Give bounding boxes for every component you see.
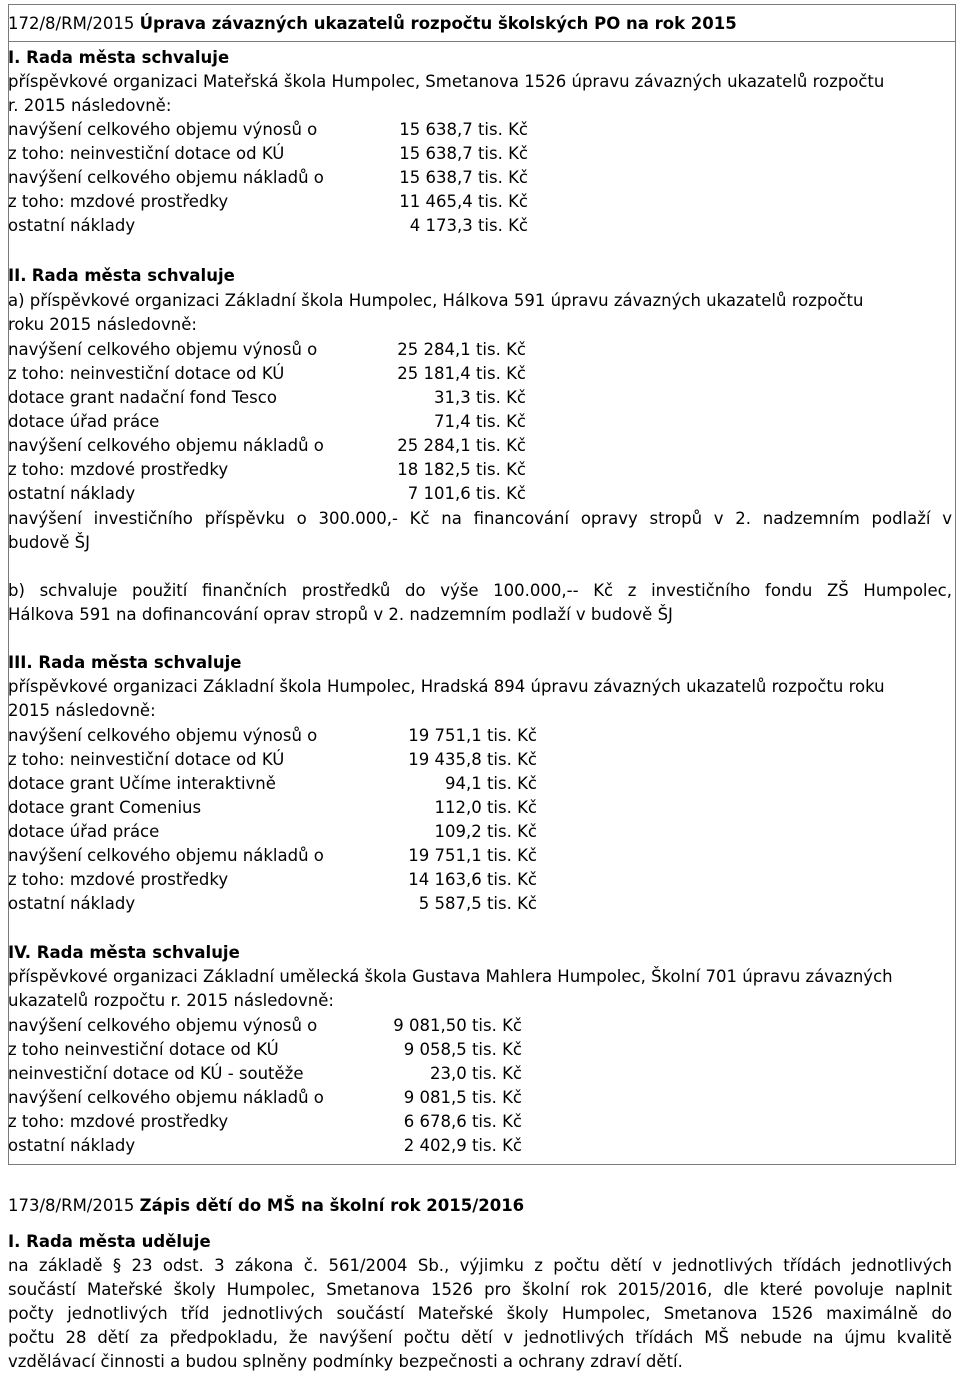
section-2-heading-text: Rada města schvaluje xyxy=(31,266,235,285)
section-2-investment-cont: budově ŠJ xyxy=(8,533,91,552)
table-row xyxy=(8,724,537,748)
row-label: z toho: mzdové prostředky xyxy=(8,460,229,479)
resolution-173-paragraph-line: počtu 28 dětí za předpokladu, že navýšení počtu dětí v jednotlivých třídách MŠ nebude na újmu kvalitě xyxy=(8,1328,952,1347)
row-value: 71,4 tis. Kč xyxy=(433,412,526,431)
row-value: 25 181,4 tis. Kč xyxy=(397,364,526,383)
section-4-intro-cont: ukazatelů rozpočtu r. 2015 následovně: xyxy=(8,991,334,1010)
resolution-172-header xyxy=(8,12,737,36)
row-label: z toho: mzdové prostředky xyxy=(8,192,229,211)
resolution-173-header xyxy=(8,1194,524,1218)
section-3-heading: III. Rada města schvaluje xyxy=(8,653,242,672)
row-label: neinvestiční dotace od KÚ - soutěže xyxy=(8,1064,304,1083)
row-value: 15 638,7 tis. Kč xyxy=(399,120,528,139)
row-label: dotace grant nadační fond Tesco xyxy=(8,388,277,407)
resolution-172-title: Úprava závazných ukazatelů rozpočtu školských PO na rok 2015 xyxy=(139,14,737,33)
table-row xyxy=(8,338,526,362)
row-value: 94,1 tis. Kč xyxy=(444,774,537,793)
row-value: 15 638,7 tis. Kč xyxy=(399,168,528,187)
row-value: 31,3 tis. Kč xyxy=(433,388,526,407)
row-value: 25 284,1 tis. Kč xyxy=(397,340,526,359)
row-value: 7 101,6 tis. Kč xyxy=(407,484,526,503)
row-value: 4 173,3 tis. Kč xyxy=(409,216,528,235)
row-label: dotace úřad práce xyxy=(8,822,160,841)
row-label: z toho neinvestiční dotace od KÚ xyxy=(8,1040,279,1059)
table-row xyxy=(8,410,526,434)
row-label: dotace grant Učíme interaktivně xyxy=(8,774,276,793)
section-2-intro: a) příspěvkové organizaci Základní škola Humpolec, Hálkova 591 úpravu závazných ukazatelů rozpočtu xyxy=(8,291,864,310)
row-value: 112,0 tis. Kč xyxy=(434,798,537,817)
section-4-heading: IV. Rada města schvaluje xyxy=(8,943,240,962)
row-value: 15 638,7 tis. Kč xyxy=(399,144,528,163)
row-label: navýšení celkového objemu nákladů o xyxy=(8,846,324,865)
row-value: 19 751,1 tis. Kč xyxy=(408,726,537,745)
section-4-intro: příspěvkové organizaci Základní umělecká škola Gustava Mahlera Humpolec, Školní 701 úpravu závazných xyxy=(8,967,893,986)
row-label: navýšení celkového objemu výnosů o xyxy=(8,120,318,139)
row-label: dotace úřad práce xyxy=(8,412,160,431)
divider xyxy=(8,41,956,42)
section-1-intro: příspěvkové organizaci Mateřská škola Humpolec, Smetanova 1526 úpravu závazných ukazatelů rozpočtu xyxy=(8,72,885,91)
section-2-b-cont: Hálkova 591 na dofinancování oprav stropů v 2. nadzemním podlaží v budově ŠJ xyxy=(8,605,673,624)
table-row xyxy=(8,1110,522,1134)
table-row xyxy=(8,434,526,458)
row-value: 14 163,6 tis. Kč xyxy=(408,870,537,889)
row-label: ostatní náklady xyxy=(8,894,136,913)
row-value: 9 058,5 tis. Kč xyxy=(403,1040,522,1059)
section-2-heading-number: II. xyxy=(8,266,27,285)
row-label: z toho: mzdové prostředky xyxy=(8,1112,229,1131)
table-row xyxy=(8,214,528,238)
table-row xyxy=(8,118,528,142)
table-row xyxy=(8,748,537,772)
row-label: ostatní náklady xyxy=(8,216,136,235)
row-label: ostatní náklady xyxy=(8,1136,136,1155)
resolution-173-paragraph-line: počty jednotlivých tříd jednotlivých součástí Mateřské školy Humpolec, Smetanova 1526 maximálně do xyxy=(8,1304,952,1323)
section-1-heading: I. Rada města schvaluje xyxy=(8,48,230,67)
row-value: 23,0 tis. Kč xyxy=(429,1064,522,1083)
section-3-intro: příspěvkové organizaci Základní škola Humpolec, Hradská 894 úpravu závazných ukazatelů rozpočtu roku xyxy=(8,677,885,696)
row-label: z toho: neinvestiční dotace od KÚ xyxy=(8,750,285,769)
section-2-investment: navýšení investičního příspěvku o 300.000,- Kč na financování opravy stropů v 2. nadzemním podlaží v xyxy=(8,509,952,528)
row-value: 5 587,5 tis. Kč xyxy=(418,894,537,913)
divider xyxy=(8,1164,956,1165)
resolution-173-title: Zápis dětí do MŠ na školní rok 2015/2016 xyxy=(139,1196,525,1215)
table-row xyxy=(8,386,526,410)
resolution-173-heading: I. Rada města uděluje xyxy=(8,1232,211,1251)
row-value: 19 435,8 tis. Kč xyxy=(408,750,537,769)
table-row xyxy=(8,1014,522,1038)
table-row xyxy=(8,820,537,844)
table-row xyxy=(8,844,537,868)
row-value: 9 081,50 tis. Kč xyxy=(393,1016,522,1035)
table-row xyxy=(8,166,528,190)
section-1-intro-cont: r. 2015 následovně: xyxy=(8,96,172,115)
table-row xyxy=(8,362,526,386)
table-row xyxy=(8,142,528,166)
resolution-173-paragraph-line: na základě § 23 odst. 3 zákona č. 561/2004 Sb., výjimku z počtu dětí v jednotlivých třídách jednotlivých xyxy=(8,1256,952,1275)
row-value: 18 182,5 tis. Kč xyxy=(397,460,526,479)
row-value: 25 284,1 tis. Kč xyxy=(397,436,526,455)
row-label: navýšení celkového objemu nákladů o xyxy=(8,436,324,455)
table-row xyxy=(8,892,537,916)
row-value: 2 402,9 tis. Kč xyxy=(403,1136,522,1155)
section-3-intro-cont: 2015 následovně: xyxy=(8,701,156,720)
section-2-heading xyxy=(8,264,235,288)
row-value: 6 678,6 tis. Kč xyxy=(403,1112,522,1131)
table-row xyxy=(8,482,526,506)
row-label: navýšení celkového objemu nákladů o xyxy=(8,1088,324,1107)
resolution-173-number: 173/8/RM/2015 xyxy=(8,1196,135,1215)
row-value: 109,2 tis. Kč xyxy=(434,822,537,841)
row-label: z toho: neinvestiční dotace od KÚ xyxy=(8,364,285,383)
row-label: navýšení celkového objemu výnosů o xyxy=(8,726,318,745)
table-row xyxy=(8,796,537,820)
row-label: z toho: neinvestiční dotace od KÚ xyxy=(8,144,285,163)
resolution-173-paragraph-line: součástí Mateřské školy Humpolec, Smetanova 1526 pro školní rok 2015/2016, dle které povoluje naplnit xyxy=(8,1280,952,1299)
table-row xyxy=(8,1062,522,1086)
table-row xyxy=(8,772,537,796)
row-value: 11 465,4 tis. Kč xyxy=(399,192,528,211)
row-label: ostatní náklady xyxy=(8,484,136,503)
row-value: 9 081,5 tis. Kč xyxy=(403,1088,522,1107)
row-value: 19 751,1 tis. Kč xyxy=(408,846,537,865)
row-label: navýšení celkového objemu výnosů o xyxy=(8,340,318,359)
resolution-173-paragraph-line: vzdělávací činnosti a budou splněny podmínky bezpečnosti a ochrany zdraví dětí. xyxy=(8,1352,683,1371)
section-2-b: b) schvaluje použití finančních prostředků do výše 100.000,-- Kč z investičního fondu ZŠ Humpolec, xyxy=(8,581,952,600)
table-row xyxy=(8,1086,522,1110)
table-row xyxy=(8,458,526,482)
resolution-172-number: 172/8/RM/2015 xyxy=(8,14,135,33)
row-label: z toho: mzdové prostředky xyxy=(8,870,229,889)
row-label: navýšení celkového objemu výnosů o xyxy=(8,1016,318,1035)
row-label: dotace grant Comenius xyxy=(8,798,202,817)
row-label: navýšení celkového objemu nákladů o xyxy=(8,168,324,187)
section-2-intro-cont: roku 2015 následovně: xyxy=(8,315,197,334)
table-row xyxy=(8,1038,522,1062)
table-row xyxy=(8,868,537,892)
table-row xyxy=(8,190,528,214)
table-row xyxy=(8,1134,522,1158)
